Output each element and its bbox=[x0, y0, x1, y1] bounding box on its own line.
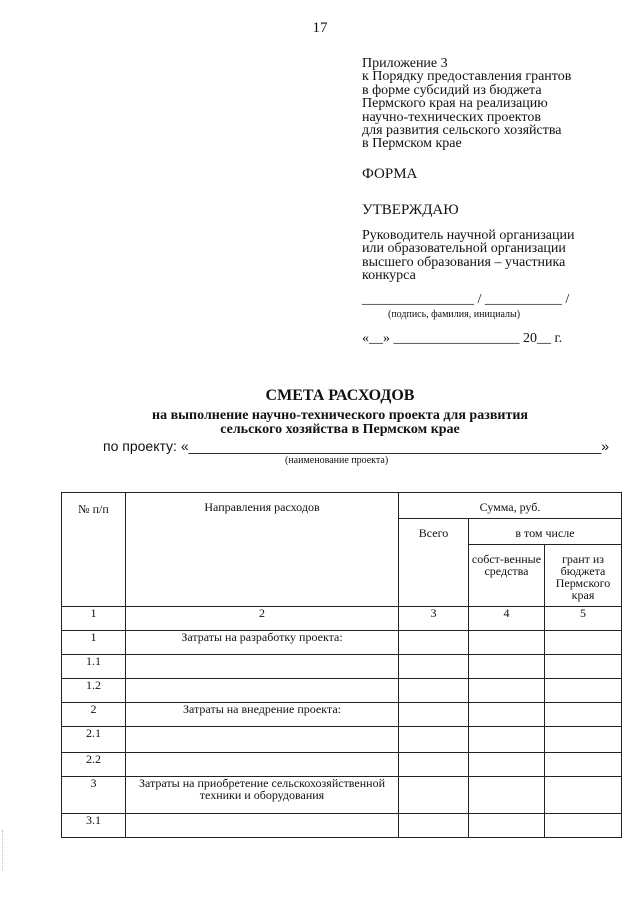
form-label: ФОРМА bbox=[362, 166, 418, 182]
document-title: СМЕТА РАСХОДОВ bbox=[265, 387, 415, 404]
column-number: 2 bbox=[126, 607, 399, 631]
row-name bbox=[126, 814, 399, 838]
cell-own-funds bbox=[469, 703, 545, 727]
cell-total bbox=[399, 777, 469, 814]
header-num: № п/п bbox=[62, 493, 126, 607]
row-name bbox=[126, 679, 399, 703]
column-number: 5 bbox=[545, 607, 622, 631]
signature-line: ________________ / ___________ / bbox=[362, 292, 570, 307]
cell-total bbox=[399, 631, 469, 655]
header-including: в том числе bbox=[469, 519, 622, 545]
subtitle-line: сельского хозяйства в Пермском крае bbox=[220, 421, 460, 437]
table-row bbox=[62, 655, 622, 679]
cell-grant bbox=[545, 753, 622, 777]
cell-total bbox=[399, 703, 469, 727]
row-number: 1.1 bbox=[62, 655, 126, 679]
cell-grant bbox=[545, 814, 622, 838]
cell-grant bbox=[545, 703, 622, 727]
table-row bbox=[62, 703, 622, 727]
row-number: 3.1 bbox=[62, 814, 126, 838]
header-direction: Направления расходов bbox=[126, 493, 399, 607]
cell-own-funds bbox=[469, 655, 545, 679]
header-own-funds: собст-венные средства bbox=[469, 545, 545, 607]
table-row bbox=[62, 631, 622, 655]
row-number: 1.2 bbox=[62, 679, 126, 703]
appendix-line: Приложение 3 bbox=[362, 56, 448, 71]
cell-own-funds bbox=[469, 753, 545, 777]
approver-line: Руководитель научной организации bbox=[362, 228, 575, 243]
row-number: 2 bbox=[62, 703, 126, 727]
project-line: по проекту: «_____________________________________________________» bbox=[103, 438, 610, 454]
cell-own-funds bbox=[469, 727, 545, 753]
appendix-line: в Пермском крае bbox=[362, 136, 462, 152]
table-row bbox=[62, 727, 622, 753]
cell-total bbox=[399, 655, 469, 679]
scan-margin-mark bbox=[2, 830, 5, 870]
row-name bbox=[126, 727, 399, 753]
date-line: «__» __________________ 20__ г. bbox=[362, 331, 563, 346]
row-number: 2.1 bbox=[62, 727, 126, 753]
subtitle-line: на выполнение научно-технического проекта для развития bbox=[152, 408, 528, 423]
row-name: Затраты на разработку проекта: bbox=[126, 631, 399, 655]
cell-total bbox=[399, 727, 469, 753]
cell-grant bbox=[545, 631, 622, 655]
row-name: Затраты на внедрение проекта: bbox=[126, 703, 399, 727]
appendix-line: к Порядку предоставления грантов bbox=[362, 69, 572, 85]
page-number: 17 bbox=[312, 20, 328, 36]
appendix-line: для развития сельского хозяйства bbox=[362, 123, 562, 139]
cell-own-funds bbox=[469, 631, 545, 655]
row-number: 1 bbox=[62, 631, 126, 655]
column-number: 3 bbox=[399, 607, 469, 631]
row-number: 2.2 bbox=[62, 753, 126, 777]
column-number: 1 bbox=[62, 607, 126, 631]
cell-grant bbox=[545, 679, 622, 703]
cell-own-funds bbox=[469, 679, 545, 703]
row-name bbox=[126, 655, 399, 679]
cell-own-funds bbox=[469, 777, 545, 814]
table-row bbox=[62, 777, 622, 814]
cell-grant bbox=[545, 727, 622, 753]
cell-grant bbox=[545, 655, 622, 679]
row-name bbox=[126, 753, 399, 777]
project-caption: (наименование проекта) bbox=[285, 455, 389, 466]
approver-line: конкурса bbox=[362, 268, 416, 284]
row-number: 3 bbox=[62, 777, 126, 814]
cell-grant bbox=[545, 777, 622, 814]
cell-total bbox=[399, 814, 469, 838]
table-row bbox=[62, 679, 622, 703]
header-grant: грант из бюджета Пермского края bbox=[545, 545, 622, 607]
header-sum: Сумма, руб. bbox=[399, 493, 622, 519]
approver-position bbox=[362, 229, 575, 283]
row-name: Затраты на приобретение сельскохозяйственной техники и оборудования bbox=[126, 777, 399, 814]
appendix-line: Пермского края на реализацию bbox=[362, 96, 548, 112]
column-number: 4 bbox=[469, 607, 545, 631]
signature-caption: (подпись, фамилия, инициалы) bbox=[388, 309, 521, 320]
table-row bbox=[62, 814, 622, 838]
approver-line: высшего образования – участника bbox=[362, 254, 566, 270]
table-row bbox=[62, 753, 622, 777]
appendix-note bbox=[362, 57, 571, 151]
budget-table bbox=[61, 492, 622, 838]
approver-line: или образовательной организации bbox=[362, 241, 566, 257]
cell-own-funds bbox=[469, 814, 545, 838]
cell-total bbox=[399, 679, 469, 703]
appendix-line: научно-технических проектов bbox=[362, 109, 541, 125]
appendix-line: в форме субсидий из бюджета bbox=[362, 82, 542, 98]
document-subtitle bbox=[0, 409, 640, 436]
approval-title: УТВЕРЖДАЮ bbox=[362, 202, 459, 218]
cell-total bbox=[399, 753, 469, 777]
header-total: Всего bbox=[399, 519, 469, 607]
